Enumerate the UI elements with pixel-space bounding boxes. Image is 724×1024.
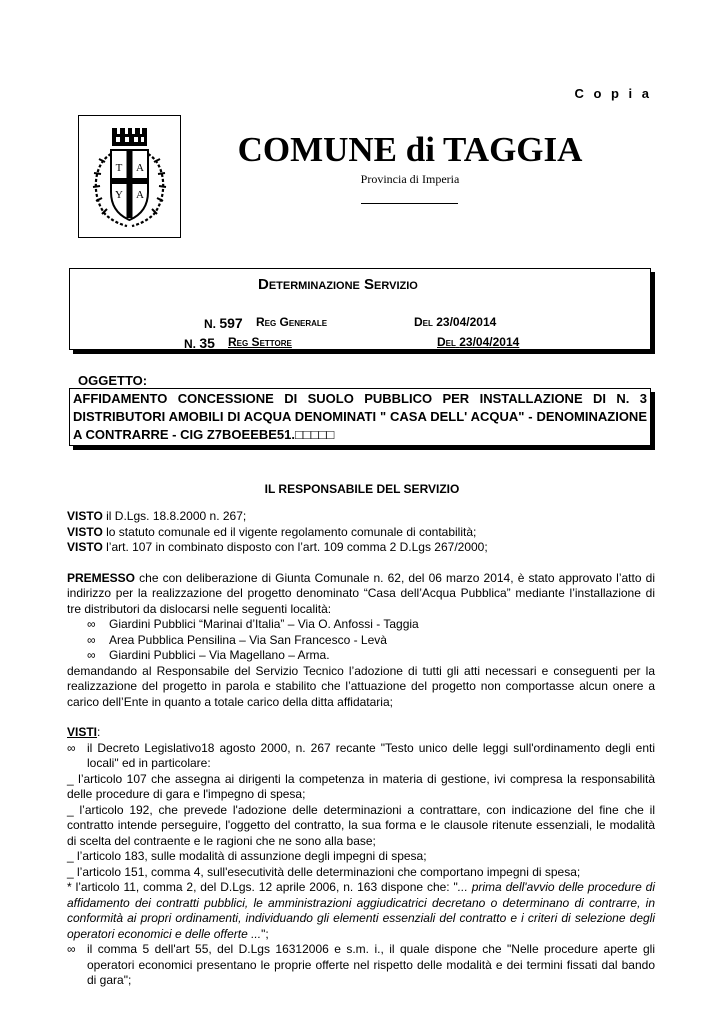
logo-letter-y: Y <box>115 189 123 201</box>
reg-generale-number: N. 597 <box>204 315 243 331</box>
determinazione-box-shadow <box>73 350 655 354</box>
demandando-paragraph: demandando al Responsabile del Servizio Tecnico l’adozione di tutti gli atti necessari e conseguenti per la realizzazione del progetto in parola e stabilito che l’attuazione del progetto non comportasse alcun onere a carico dell’Ente in quanto a totale carico della ditta affidataria; <box>67 663 655 709</box>
reg-settore-label: Reg Settore <box>228 335 292 349</box>
location-list-item: ∞ Giardini Pubblici – Via Magellano – Arma. <box>87 648 330 662</box>
visti-label: VISTI: <box>67 725 101 739</box>
oggetto-label: OGGETTO: <box>78 373 148 388</box>
location-list-item: ∞ Giardini Pubblici “Marinai d’Italia” – Via O. Anfossi - Taggia <box>87 617 419 631</box>
document-body <box>67 509 655 989</box>
visto-paragraph: VISTO il D.Lgs. 18.8.2000 n. 267; <box>67 509 247 523</box>
articolo-paragraph: _ l’articolo 107 che assegna ai dirigenti la competenza in materia di gestione, ivi compresa la responsabilità delle procedure di gara e l'impegno di spesa; <box>67 771 655 801</box>
premesso-paragraph: PREMESSO che con deliberazione di Giunta Comunale n. 62, del 06 marzo 2014, è stato approvato l’atto di indirizzo per la realizzazione del progetto denominato “Casa dell’Acqua Pubblica” mediante l’installazione di tre distributori da dislocarsi nelle seguenti località: <box>67 570 655 616</box>
municipal-coat-of-arms <box>78 115 181 238</box>
visto-paragraph: VISTO lo statuto comunale ed il vigente regolamento comunale di contabilità; <box>67 524 477 539</box>
reg-settore-number: N. 35 <box>184 335 215 351</box>
visti-list-item: ∞ il Decreto Legislativo18 agosto 2000, n. 267 recante "Testo unico delle leggi sull'ordinamento degli enti locali" ed in particolare: <box>67 740 655 770</box>
oggetto-box-shadow <box>73 446 655 450</box>
logo-letter-t: T <box>115 162 123 174</box>
articolo-paragraph: _ l’articolo 192, che prevede l'adozione delle determinazioni a contrattare, con indicazione del fine che il contratto intende perseguire, l'oggetto del contratto, la sua forma e le clausole ritenute essenziali, le modalità di scelta del contraente e le ragioni che ne sono alla base; <box>67 802 655 848</box>
location-list-item: ∞ Area Pubblica Pensilina – Via San Francesco - Levà <box>87 632 387 647</box>
reg-generale-date: Del 23/04/2014 <box>414 315 497 329</box>
determinazione-box-shadow <box>651 272 655 354</box>
copia-label: C o p i a <box>574 86 652 101</box>
determinazione-title: Determinazione Servizio <box>258 276 418 293</box>
provincia-subtitle: Provincia di Imperia <box>360 172 460 186</box>
reg-settore-date: Del 23/04/2014 <box>437 335 520 349</box>
visto-paragraph: VISTO l’art. 107 in combinato disposto con l’art. 109 comma 2 D.Lgs 267/2000; <box>67 540 488 554</box>
comune-title: COMUNE di TAGGIA <box>237 130 583 169</box>
visti-list-item: ∞ il comma 5 dell'art 55, del D.Lgs 16312006 e s.m. i., il quale dispone che "Nelle procedure aperte gli operatori economici presentano le proprie offerte nel rispetto delle modalità e dei termini fissati dal bando di gara"; <box>67 942 655 987</box>
title-divider <box>361 203 458 204</box>
articolo-11-paragraph: * l’articolo 11, comma 2, del D.Lgs. 12 aprile 2006, n. 163 dispone che: "... prima dell'avvio delle procedure di affidamento dei contratti pubblici, le amministrazioni aggiudicatrici decretano o determinano di contrarre, in conformità ai propri ordinamenti, individuando gli elementi essenziali del contratto e i criteri di selezione degli operatori economici e delle offerte ..."; <box>67 880 655 941</box>
articolo-paragraph: _ l’articolo 151, comma 4, sull'esecutività delle determinazioni che comportano impegni di spesa; <box>67 864 581 879</box>
responsabile-heading: IL RESPONSABILE DEL SERVIZIO <box>264 482 460 496</box>
articolo-paragraph: _ l’articolo 183, sulle modalità di assunzione degli impegni di spesa; <box>67 849 427 863</box>
oggetto-text: AFFIDAMENTO CONCESSIONE DI SUOLO PUBBLICO PER INSTALLAZIONE DI N. 3 DISTRIBUTORI AMOBILI DI ACQUA DENOMINATI " CASA DELL' ACQUA" - DENOMINAZIONE A CONTRARRE - CIG Z7BOEEBE51.□□□□□ <box>69 388 651 446</box>
reg-generale-label: Reg Generale <box>256 315 328 329</box>
logo-letter-a2: A <box>136 189 144 201</box>
oggetto-box-shadow <box>651 392 655 450</box>
logo-letter-a: A <box>136 162 144 174</box>
